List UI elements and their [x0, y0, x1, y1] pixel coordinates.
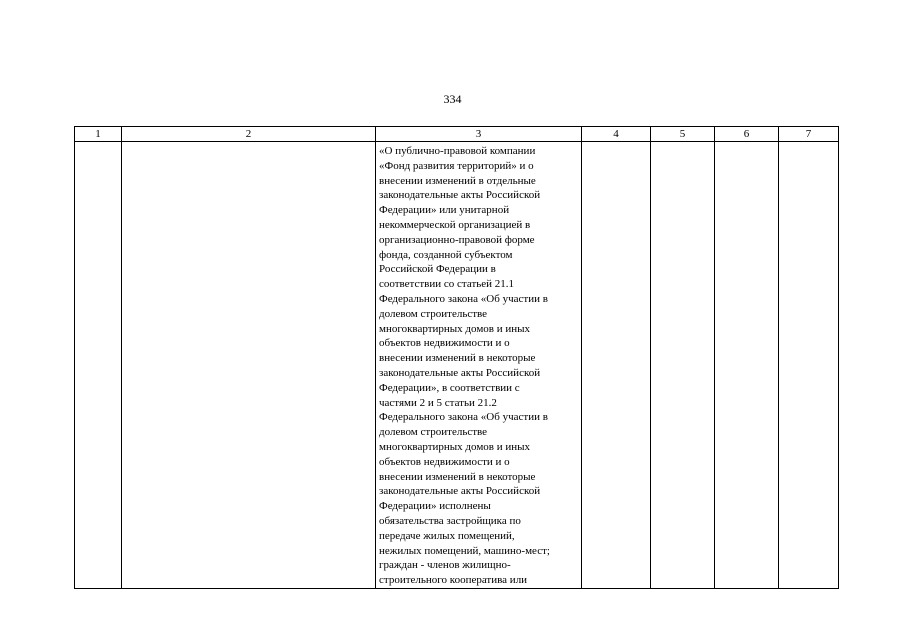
column-header-4: 4 [582, 127, 651, 142]
cell-col-5 [651, 142, 715, 589]
text-line: внесении изменений в некоторые [379, 470, 536, 483]
column-header-6: 6 [715, 127, 779, 142]
text-line: внесении изменений в некоторые [379, 352, 536, 365]
text-line: частями 2 и 5 статьи 21.2 [379, 396, 497, 409]
text-line: долевом строительстве [379, 307, 488, 320]
text-line: фонда, созданной субъектом [379, 248, 513, 261]
cell-col-4 [582, 142, 651, 589]
text-line: многоквартирных домов и иных [379, 322, 531, 335]
text-line: Федерации», в соответствии с [379, 381, 520, 394]
table-header-row [75, 127, 839, 142]
cell-col-7 [779, 142, 839, 589]
cell-col-6 [715, 142, 779, 589]
text-line: соответствии со статьей 21.1 [379, 278, 515, 291]
text-line: долевом строительстве [379, 426, 488, 439]
text-line: граждан - членов жилищно- [379, 559, 511, 572]
text-line: Федерации» исполнены [379, 500, 491, 513]
text-line: объектов недвижимости и о [379, 455, 510, 468]
cell-col-2 [122, 142, 376, 589]
column-header-7: 7 [779, 127, 839, 142]
text-line: Федерального закона «Об участии в [379, 292, 548, 305]
text-line: Федерации» или унитарной [379, 204, 510, 217]
text-line: нежилых помещений, машино-мест; [379, 544, 550, 557]
text-line: «О публично-правовой компании [379, 145, 536, 157]
text-line: законодательные акты Российской [379, 485, 541, 498]
text-line: многоквартирных домов и иных [379, 440, 531, 453]
column-header-2: 2 [122, 127, 376, 142]
text-line: обязательства застройщика по [379, 514, 521, 527]
cell-col-1 [75, 142, 122, 589]
page-number: 334 [443, 92, 462, 106]
text-line: некоммерческой организацией в [379, 218, 531, 231]
text-line: Российской Федерации в [379, 263, 496, 276]
text-line: строительного кооператива или [379, 574, 528, 587]
text-line: законодательные акты Российской [379, 366, 541, 379]
text-line: «Фонд развития территорий» и о [379, 159, 534, 172]
column-header-5: 5 [651, 127, 715, 142]
cell-col-3 [376, 142, 582, 589]
text-line: объектов недвижимости и о [379, 337, 510, 350]
text-line: внесении изменений в отдельные [379, 174, 536, 187]
text-line: передаче жилых помещений, [379, 529, 515, 542]
cell-col-3-text [376, 142, 581, 588]
column-header-3: 3 [376, 127, 582, 142]
text-line: Федерального закона «Об участии в [379, 411, 548, 424]
column-header-1: 1 [75, 127, 122, 142]
document-table [74, 126, 839, 589]
text-line: законодательные акты Российской [379, 189, 541, 202]
text-line: организационно-правовой форме [379, 233, 535, 246]
table-row [75, 142, 839, 589]
